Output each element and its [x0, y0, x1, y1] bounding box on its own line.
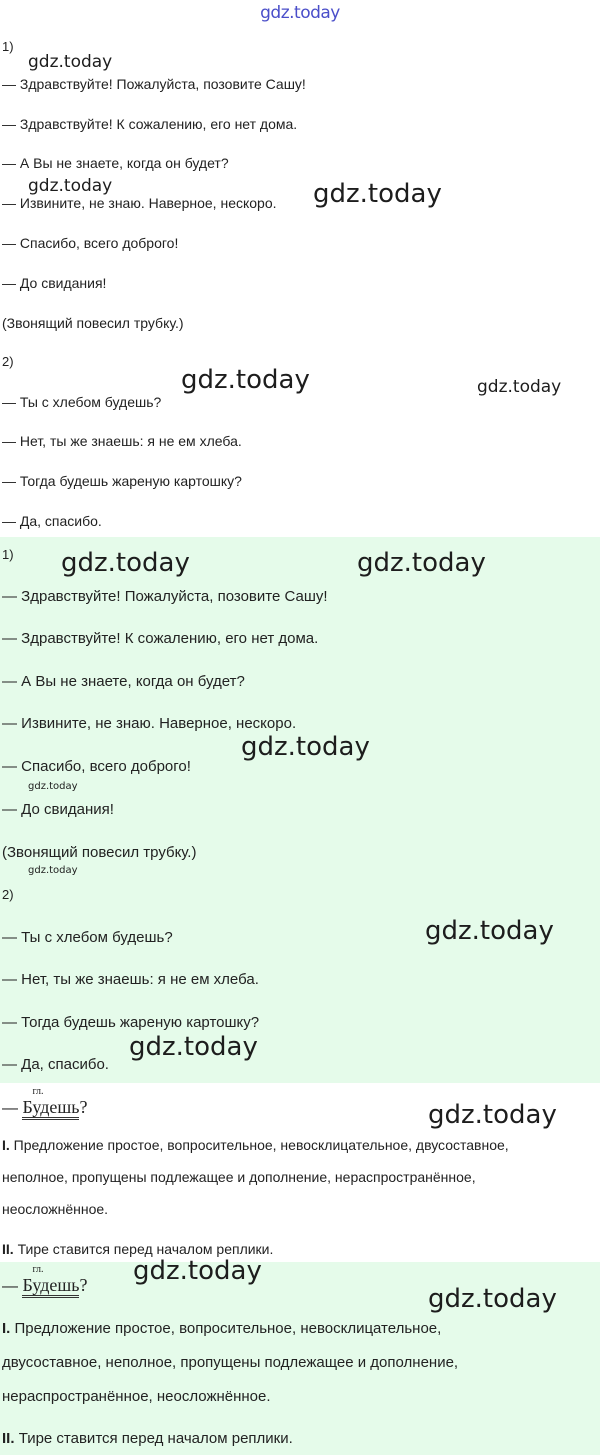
watermark: gdz.today — [61, 548, 190, 578]
verb-parse — [2, 1086, 88, 1118]
watermark: gdz.today — [357, 548, 486, 578]
dialog-line: — А Вы не знаете, когда он будет? — [2, 155, 229, 171]
watermark: gdz.today — [129, 1032, 258, 1062]
remark-line: (Звонящий повесил трубку.) — [2, 315, 184, 331]
dialog-line: — Тогда будешь жареную картошку? — [2, 1014, 260, 1031]
watermark: gdz.today — [28, 865, 78, 876]
dialog-line: — Извините, не знаю. Наверное, нескоро. — [2, 715, 297, 732]
analysis-text: Тире ставится перед началом реплики. — [17, 1241, 274, 1257]
dialog-line: — Здравствуйте! Пожалуйста, позовите Сашу! — [2, 76, 306, 92]
section-number: I. — [2, 1320, 11, 1337]
dialog-line: — Ты с хлебом будешь? — [2, 929, 173, 946]
question-mark: ? — [79, 1275, 88, 1295]
question-mark: ? — [79, 1097, 88, 1117]
watermark: gdz.today — [425, 916, 554, 946]
watermark: gdz.today — [313, 179, 442, 209]
watermark: gdz.today — [133, 1256, 262, 1286]
part-of-speech-mark: гл. — [32, 1086, 44, 1097]
dialog-line: — До свидания! — [2, 275, 107, 291]
dialog-line: — Тогда будешь жареную картошку? — [2, 473, 242, 489]
watermark: gdz.today — [428, 1100, 557, 1130]
dialog-line: — Нет, ты же знаешь: я не ем хлеба. — [2, 433, 242, 449]
analysis-line: двусоставное, неполное, пропущены подлежащее и дополнение, — [2, 1354, 459, 1371]
analysis-line — [2, 1136, 509, 1154]
dialog-line: — Здравствуйте! К сожалению, его нет дома. — [2, 630, 319, 647]
dialog-line: — Извините, не знаю. Наверное, нескоро. — [2, 195, 277, 211]
analysis-line: нераспространённое, неосложнённое. — [2, 1388, 271, 1405]
watermark: gdz.today — [181, 365, 310, 395]
watermark: gdz.today — [28, 781, 78, 792]
dialog-line: — Здравствуйте! К сожалению, его нет дома. — [2, 116, 298, 132]
analysis-line — [2, 1430, 293, 1448]
watermark: gdz.today — [477, 377, 562, 397]
watermark: gdz.today — [28, 176, 113, 196]
remark-line: (Звонящий повесил трубку.) — [2, 844, 197, 861]
part-of-speech-mark: гл. — [32, 1264, 44, 1275]
watermark: gdz.today — [241, 732, 370, 762]
predicate-word: Будешь — [22, 1097, 79, 1120]
analysis-text: Предложение простое, вопросительное, невосклицательное, двусоставное, — [13, 1137, 509, 1153]
dialog-line: — Да, спасибо. — [2, 513, 102, 529]
analysis-text: Предложение простое, вопросительное, невосклицательное, — [14, 1320, 442, 1337]
verb-parse — [2, 1264, 88, 1296]
dialog-line: — Да, спасибо. — [2, 1056, 109, 1073]
watermark: gdz.today — [28, 52, 113, 72]
section-number: II. — [2, 1430, 15, 1447]
analysis-line — [2, 1320, 441, 1338]
dialog-line: — Здравствуйте! Пожалуйста, позовите Сашу! — [2, 588, 328, 605]
section-number: I. — [2, 1137, 10, 1153]
dialog-line: — А Вы не знаете, когда он будет? — [2, 673, 245, 690]
dialog-line: — Нет, ты же знаешь: я не ем хлеба. — [2, 971, 259, 988]
dialog-line: — Спасибо, всего доброго! — [2, 235, 179, 251]
dialog-line: — Ты с хлебом будешь? — [2, 394, 162, 410]
dialog-line: — Спасибо, всего доброго! — [2, 758, 191, 775]
analysis-line: неполное, пропущены подлежащее и дополнение, нераспространённое, — [2, 1169, 476, 1185]
item-label-2: 2) — [2, 887, 14, 902]
dash-symbol: — — [2, 1278, 18, 1295]
analysis-line: неосложнённое. — [2, 1201, 109, 1217]
dash-symbol: — — [2, 1100, 18, 1117]
item-label-2: 2) — [2, 354, 14, 369]
predicate-word: Будешь — [22, 1275, 79, 1298]
section-number: II. — [2, 1241, 14, 1257]
analysis-line — [2, 1240, 273, 1258]
dialog-line: — До свидания! — [2, 801, 114, 818]
watermark: gdz.today — [428, 1284, 557, 1314]
item-label-1: 1) — [2, 39, 14, 54]
item-label-1: 1) — [2, 547, 14, 562]
analysis-text: Тире ставится перед началом реплики. — [18, 1430, 293, 1447]
site-brand: gdz.today — [260, 3, 340, 23]
